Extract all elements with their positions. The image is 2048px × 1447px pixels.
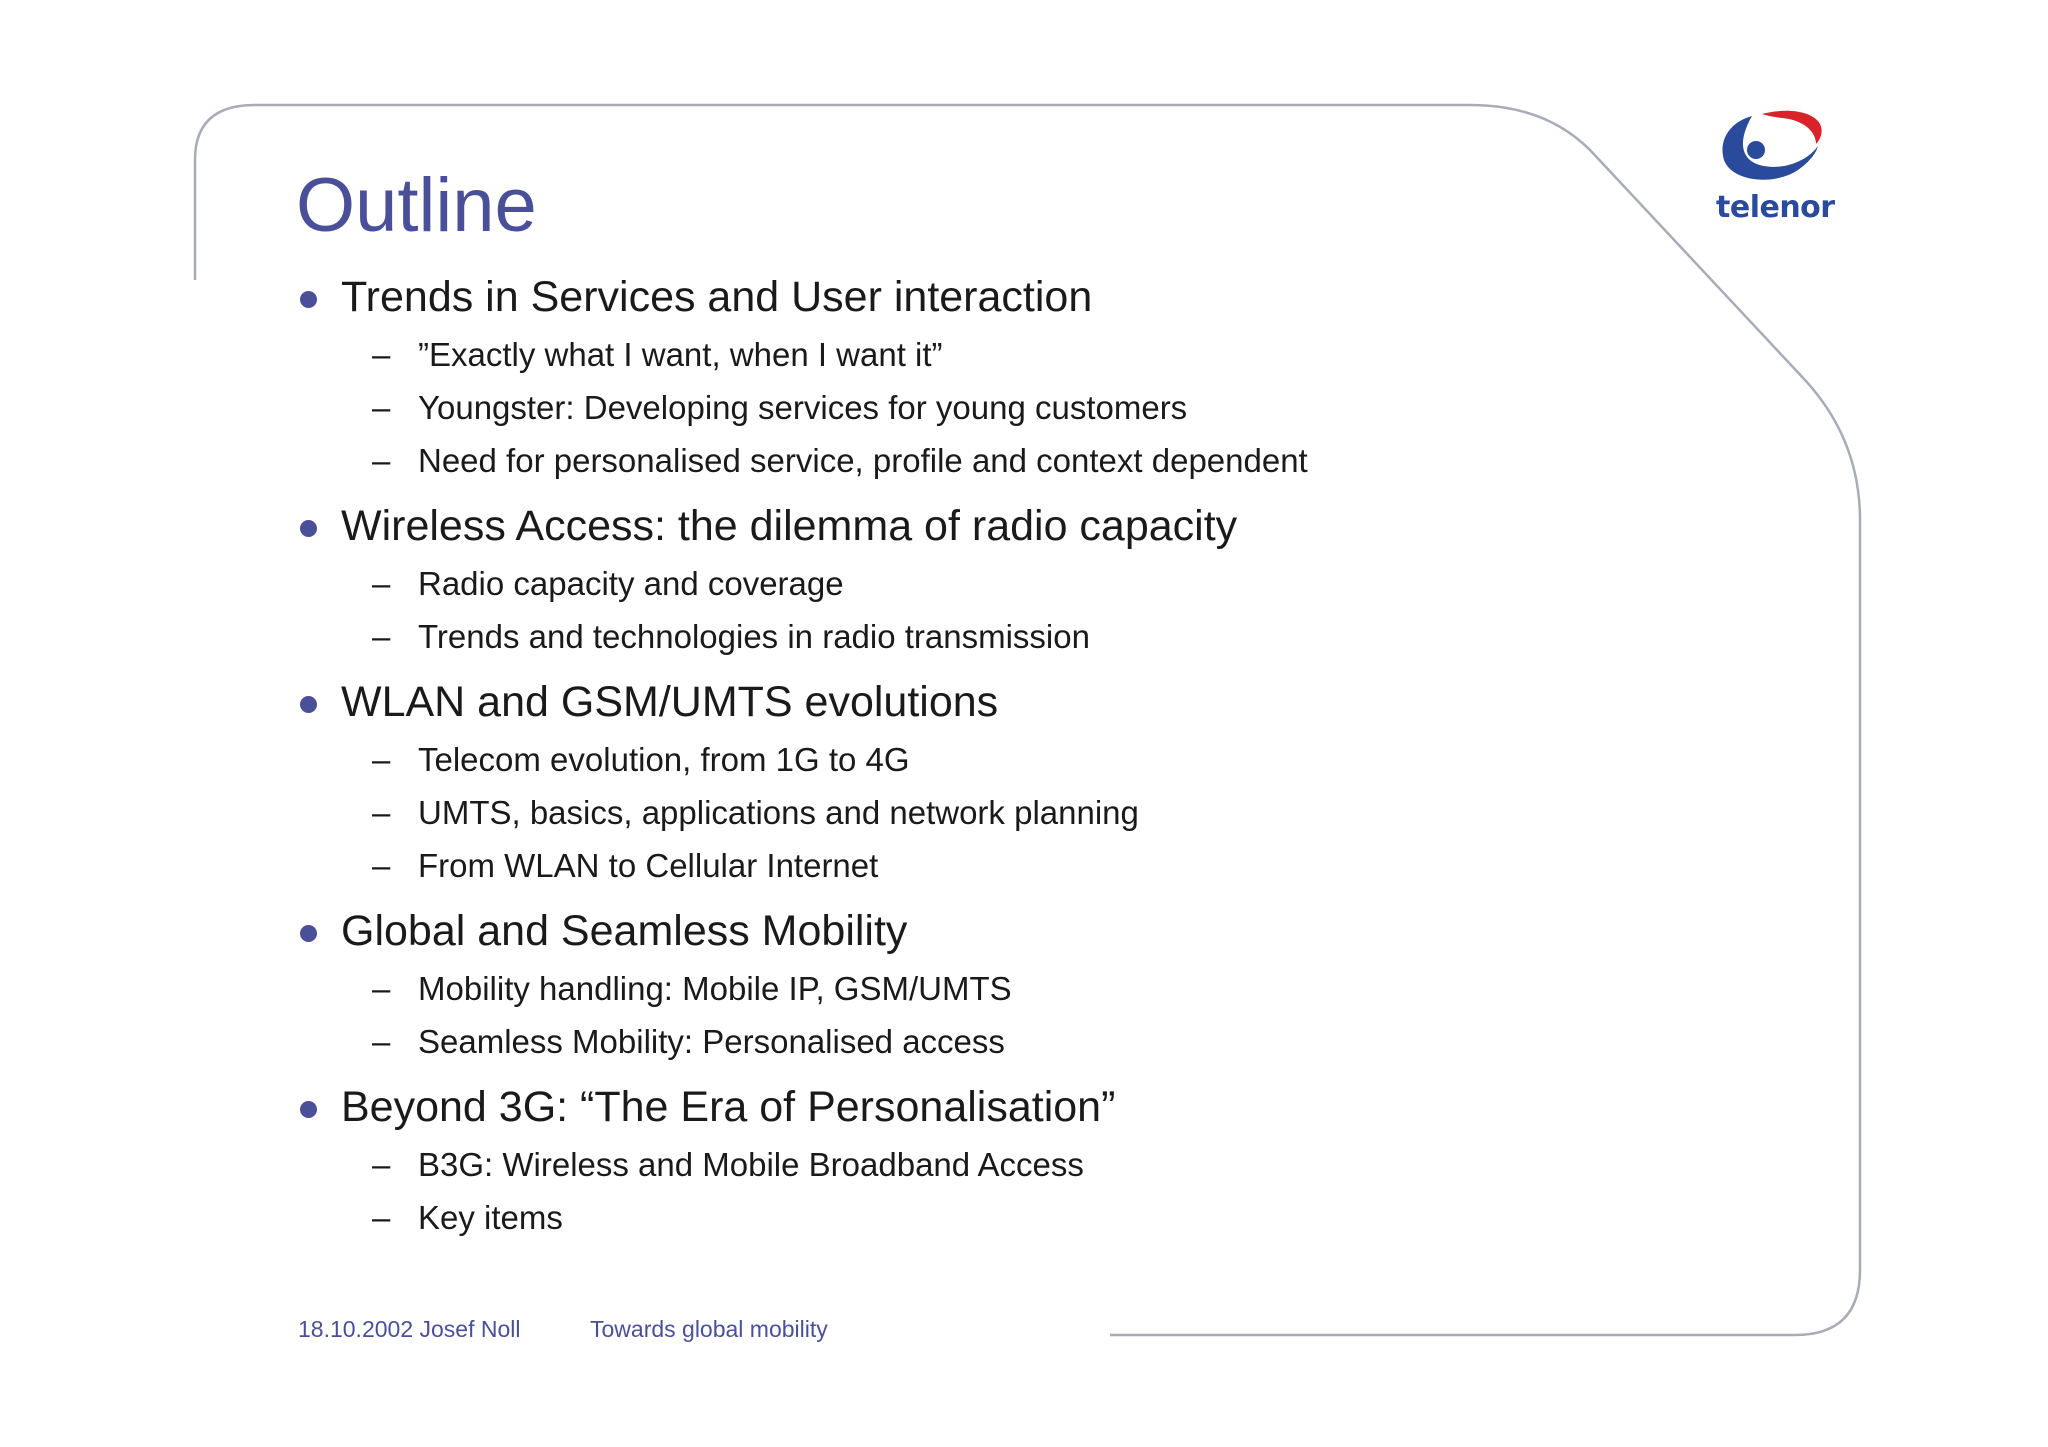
dash-marker: –: [372, 389, 391, 426]
outline-section: [296, 266, 1696, 487]
section-heading-text: Trends in Services and User interaction: [341, 273, 1093, 321]
sub-item-text: Telecom evolution, from 1G to 4G: [418, 741, 910, 778]
bullet-dot-icon: [300, 1101, 317, 1118]
sub-item-text: UMTS, basics, applications and network planning: [418, 794, 1139, 831]
sub-item: [296, 1138, 1696, 1191]
section-heading-text: Wireless Access: the dilemma of radio capacity: [341, 502, 1238, 550]
bullet-dot-icon: [300, 291, 317, 308]
outline-section: [296, 671, 1696, 892]
sub-item: [296, 786, 1696, 839]
sub-item-text: ”Exactly what I want, when I want it”: [418, 336, 943, 373]
telenor-logo-icon: [1712, 108, 1832, 190]
sub-item: [296, 962, 1696, 1015]
sub-item-text: From WLAN to Cellular Internet: [418, 847, 879, 884]
dash-marker: –: [372, 741, 391, 778]
outline-list: [296, 266, 1696, 1252]
section-heading: [296, 495, 1696, 557]
sub-item-text: Trends and technologies in radio transmission: [418, 618, 1090, 655]
sub-item-list: [296, 557, 1696, 663]
sub-item: [296, 434, 1696, 487]
footer-talk-title: Towards global mobility: [590, 1316, 828, 1342]
sub-item-text: Seamless Mobility: Personalised access: [418, 1023, 1005, 1060]
outline-section: [296, 495, 1696, 663]
outline-section: [296, 900, 1696, 1068]
bullet-dot-icon: [300, 696, 317, 713]
sub-item-text: Youngster: Developing services for young customers: [418, 389, 1188, 426]
section-heading-text: Beyond 3G: “The Era of Personalisation”: [341, 1083, 1116, 1131]
section-heading-text: WLAN and GSM/UMTS evolutions: [341, 678, 999, 726]
dash-marker: –: [372, 565, 391, 602]
sub-item-text: Radio capacity and coverage: [418, 565, 844, 602]
dash-marker: –: [372, 794, 391, 831]
footer-date-author: 18.10.2002 Josef Noll: [298, 1316, 521, 1342]
dash-marker: –: [372, 1146, 391, 1183]
sub-item: [296, 1015, 1696, 1068]
sub-item-text: Mobility handling: Mobile IP, GSM/UMTS: [418, 970, 1012, 1007]
bullet-dot-icon: [300, 520, 317, 537]
sub-item: [296, 1191, 1696, 1244]
sub-item-list: [296, 962, 1696, 1068]
section-heading: [296, 266, 1696, 328]
dash-marker: –: [372, 970, 391, 1007]
slide-title: Outline: [296, 163, 537, 248]
sub-item-list: [296, 328, 1696, 487]
telenor-wordmark: telenor: [1716, 190, 1835, 225]
dash-marker: –: [372, 847, 391, 884]
sub-item-list: [296, 733, 1696, 892]
sub-item-text: Need for personalised service, profile and context dependent: [418, 442, 1308, 479]
section-heading: [296, 1076, 1696, 1138]
sub-item: [296, 610, 1696, 663]
section-heading: [296, 900, 1696, 962]
sub-item-text: B3G: Wireless and Mobile Broadband Access: [418, 1146, 1084, 1183]
sub-item: [296, 381, 1696, 434]
sub-item-list: [296, 1138, 1696, 1244]
bullet-dot-icon: [300, 925, 317, 942]
outline-section: [296, 1076, 1696, 1244]
sub-item: [296, 733, 1696, 786]
section-heading: [296, 671, 1696, 733]
dash-marker: –: [372, 336, 391, 373]
dash-marker: –: [372, 1199, 391, 1236]
section-heading-text: Global and Seamless Mobility: [341, 907, 908, 955]
telenor-logo: [1712, 108, 1835, 238]
dash-marker: –: [372, 442, 391, 479]
sub-item-text: Key items: [418, 1199, 563, 1236]
dash-marker: –: [372, 1023, 391, 1060]
sub-item: [296, 557, 1696, 610]
sub-item: [296, 328, 1696, 381]
sub-item: [296, 839, 1696, 892]
dash-marker: –: [372, 618, 391, 655]
